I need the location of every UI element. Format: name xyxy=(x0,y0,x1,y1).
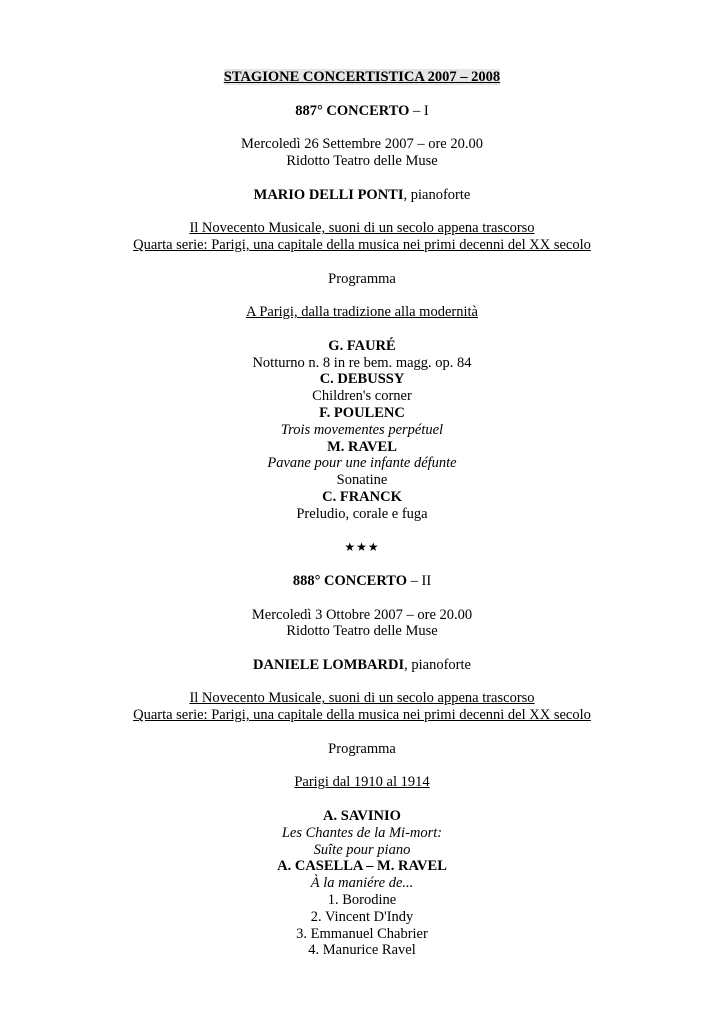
program-item: À la maniére de... xyxy=(310,875,414,892)
series-title: Il Novecento Musicale, suoni di un secolo appena trascorso xyxy=(189,690,535,707)
season-title: STAGIONE CONCERTISTICA 2007 – 2008 xyxy=(223,69,501,85)
program-item: Les Chantes de la Mi-mort: xyxy=(281,824,443,841)
program-item: A. SAVINIO xyxy=(323,808,401,825)
program-item: Pavane pour une infante défunte xyxy=(267,455,457,472)
program-item: 2. Vincent D'Indy xyxy=(310,908,414,925)
program-item: Sonatine xyxy=(336,472,388,489)
program-item: Trois movementes perpétuel xyxy=(280,421,444,438)
separator-stars: ★★★ xyxy=(344,540,380,555)
program-item: 4. Manurice Ravel xyxy=(308,942,416,959)
series-subtitle: Quarta serie: Parigi, una capitale della musica nei primi decenni del XX secolo xyxy=(133,236,591,253)
concert-1 xyxy=(0,103,724,523)
concert-performer: MARIO DELLI PONTI, pianoforte xyxy=(253,186,471,203)
concert-heading: 887° CONCERTO – I xyxy=(295,102,429,119)
program-list xyxy=(0,338,724,523)
series-title: Il Novecento Musicale, suoni di un secolo appena trascorso xyxy=(189,220,535,237)
program-item: C. FRANCK xyxy=(322,488,402,505)
concert-venue: Ridotto Teatro delle Muse xyxy=(286,152,438,169)
concert-venue: Ridotto Teatro delle Muse xyxy=(286,623,438,640)
program-item: F. POULENC xyxy=(319,404,405,421)
concert-date: Mercoledì 3 Ottobre 2007 – ore 20.00 xyxy=(251,606,473,623)
program-item: G. FAURÉ xyxy=(328,337,396,354)
program-item: C. DEBUSSY xyxy=(319,371,405,388)
program-item: Notturno n. 8 in re bem. magg. op. 84 xyxy=(252,354,472,371)
program-item: Children's corner xyxy=(312,388,412,405)
concert-2 xyxy=(0,573,724,959)
document-content xyxy=(0,69,724,959)
program-title: Parigi dal 1910 al 1914 xyxy=(294,774,430,791)
concert-heading: 888° CONCERTO – II xyxy=(292,572,432,589)
program-item: Preludio, corale e fuga xyxy=(296,505,428,522)
program-item: 1. Borodine xyxy=(327,892,397,909)
program-item: M. RAVEL xyxy=(327,438,397,455)
program-item: 3. Emmanuel Chabrier xyxy=(296,925,428,942)
program-title: A Parigi, dalla tradizione alla modernità xyxy=(246,304,478,321)
program-item: Suîte pour piano xyxy=(313,841,411,858)
series-subtitle: Quarta serie: Parigi, una capitale della musica nei primi decenni del XX secolo xyxy=(133,707,591,724)
program-list xyxy=(0,808,724,959)
programma-label: Programma xyxy=(328,270,396,287)
concert-date: Mercoledì 26 Settembre 2007 – ore 20.00 xyxy=(240,136,483,153)
program-item: A. CASELLA – M. RAVEL xyxy=(277,858,447,875)
concert-performer: DANIELE LOMBARDI, pianoforte xyxy=(253,656,471,673)
programma-label: Programma xyxy=(328,740,396,757)
